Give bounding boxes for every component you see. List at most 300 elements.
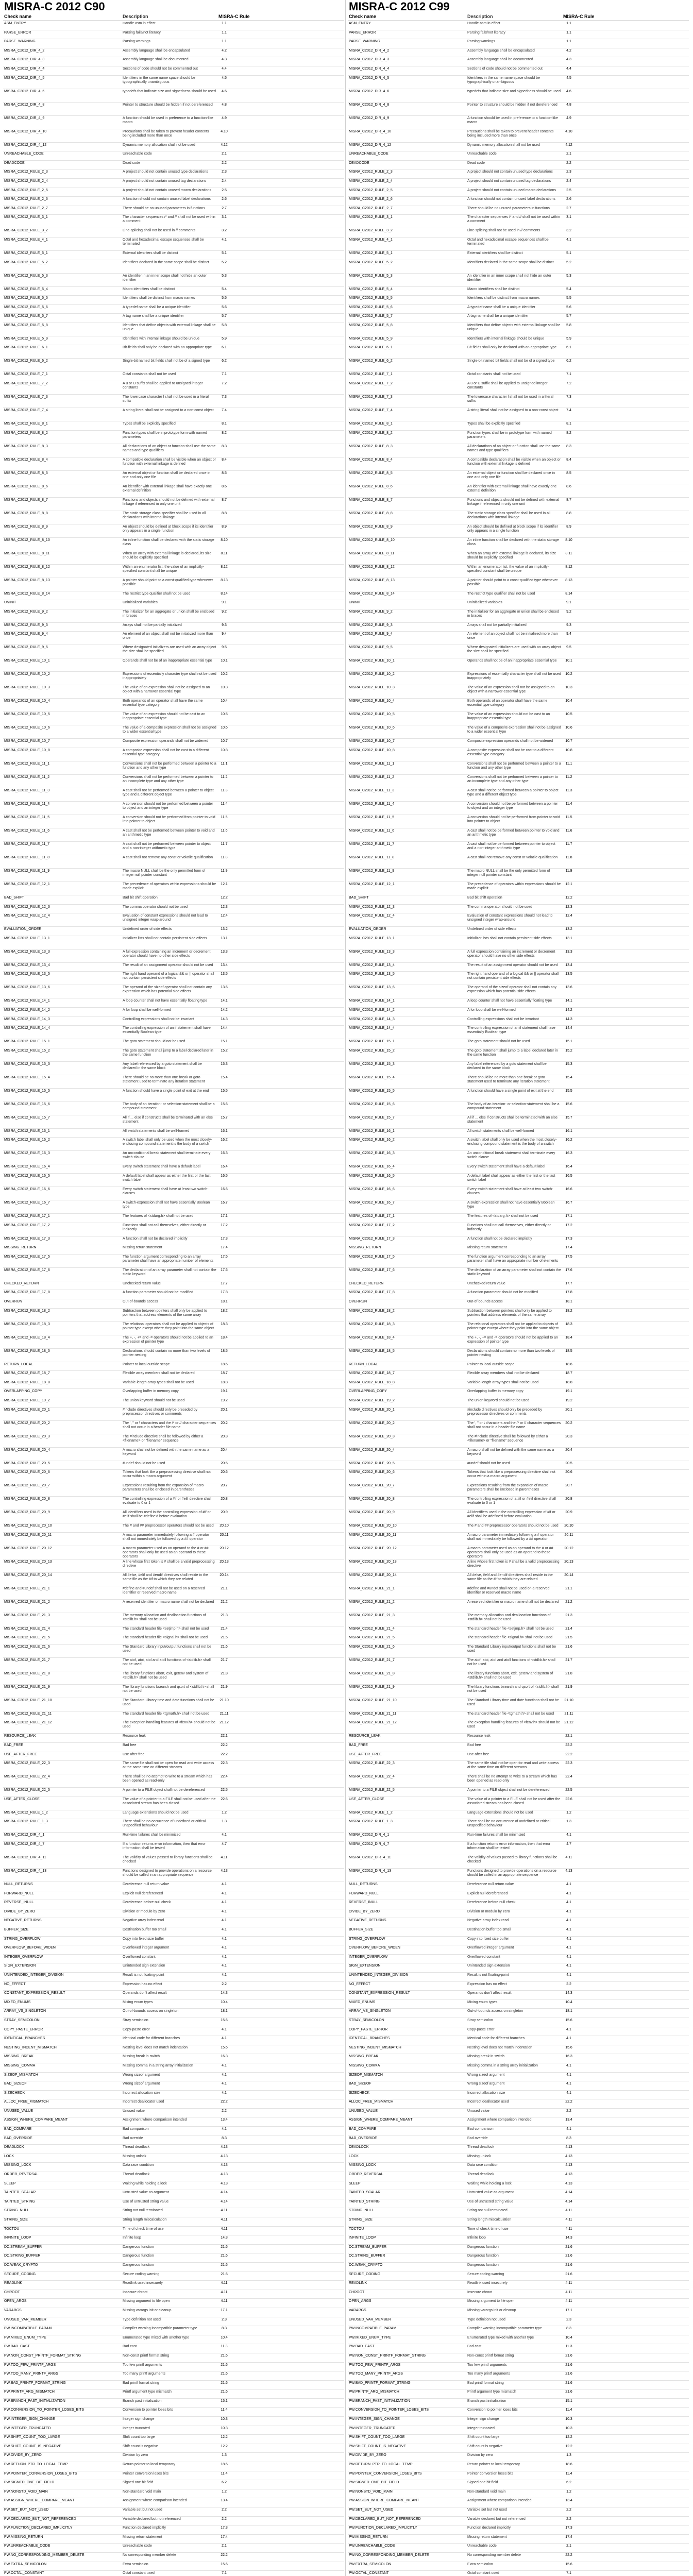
- rule-number: 14.3: [221, 1991, 228, 1995]
- description: A function parameter should not be modified: [467, 1291, 538, 1295]
- check-name: MISRA_C2012_RULE_8_12: [349, 565, 395, 569]
- check-name: MISRA_C2012_RULE_16_5: [4, 1174, 50, 1178]
- check-name: MISRA_C2012_RULE_19_2: [349, 1398, 395, 1402]
- rule-number: 21.12: [219, 1721, 229, 1725]
- description: The #include directive shall be followed by either a <filename> or "filename" sequence: [467, 1434, 548, 1443]
- rule-number: 2.7: [566, 206, 571, 210]
- status-cell: [576, 1448, 689, 1461]
- check-name: CHROOT: [4, 2290, 20, 2294]
- rule-number: 18.1: [221, 2009, 228, 2013]
- rule-number: 4.1: [566, 1833, 571, 1837]
- rule-number: 4.14: [565, 2191, 572, 2195]
- rule-number: 15.6: [565, 1102, 572, 1106]
- check-name: PW.CONVERSION_TO_POINTER_LOSES_BITS: [349, 2408, 429, 2412]
- description: #undef should not be used: [467, 1461, 510, 1465]
- description: Missing varargs init or cleanup: [123, 2308, 172, 2312]
- table-row: [3, 609, 344, 623]
- check-name: BAD_COMPARE: [4, 2127, 32, 2131]
- status-cell: [576, 927, 689, 936]
- description: The value of a composite expression shall not be assigned to a wider essential type: [123, 726, 216, 734]
- description: There shall be no attempt to write to a stream which has been opened as read-only: [123, 1775, 212, 1783]
- rule-number: 7.3: [222, 395, 227, 399]
- description: A function should have a single point of exit at the end: [123, 1089, 209, 1093]
- description: Too many printf arguments: [467, 2372, 510, 2376]
- status-cell: [231, 251, 344, 260]
- check-name: SLEEP: [4, 2181, 16, 2185]
- table-row: [348, 802, 689, 815]
- check-name: MISRA_C2012_RULE_22_3: [349, 1761, 395, 1766]
- check-name: MISRA_C2012_RULE_14_2: [349, 1008, 395, 1012]
- description: Unchecked return value: [123, 1281, 161, 1285]
- table-row: [3, 1200, 344, 1214]
- rule-number: 20.7: [221, 1484, 228, 1488]
- table-row: [3, 1955, 344, 1964]
- check-name: UNINTENDED_INTEGER_DIVISION: [4, 1973, 64, 1977]
- description: An external object or function shall be declared once in one and only one file: [123, 471, 211, 479]
- check-name: MISRA_C2012_RULE_18_4: [349, 1335, 395, 1340]
- description: Overflowed integer argument: [467, 1946, 514, 1950]
- rule-number: 4.1: [222, 1833, 227, 1837]
- description: The Standard Library time and date functions shall not be used: [123, 1698, 214, 1706]
- status-cell: [576, 1281, 689, 1290]
- table-row: [348, 76, 689, 89]
- description: Within an enumerator list, the value of an implicitly-specified constant shall be unique: [467, 565, 549, 573]
- status-cell: [231, 1546, 344, 1559]
- description: All #else, #elif and #endif directives shall reside in the same file as the #if to which they are related: [123, 1573, 208, 1581]
- status-cell: [231, 1909, 344, 1918]
- check-name: TAINTED_SCALAR: [4, 2191, 36, 2195]
- table-row: [3, 314, 344, 323]
- description: Destination buffer too small: [467, 1928, 511, 1931]
- description: Shift count is negative: [123, 2444, 158, 2448]
- rule-number: 15.1: [221, 1040, 228, 1044]
- rule-number: 21.6: [221, 2272, 228, 2276]
- rule-number: 5.4: [566, 287, 571, 291]
- description: All identifiers used in the controlling expression of #if or #elif shall be #define'd before evaluation: [467, 1511, 555, 1519]
- description: Single-bit named bit fields shall not be of a signed type: [467, 359, 555, 363]
- description: Identifiers declared in the same scope shall be distinct: [123, 260, 209, 264]
- description: Pointer to local outside scope: [123, 1362, 170, 1366]
- rule-number: 18.6: [565, 2463, 572, 2467]
- status-cell: [231, 2344, 344, 2353]
- status-cell: [576, 1613, 689, 1626]
- rule-number: 17.3: [221, 2526, 228, 2530]
- status-cell: [231, 1918, 344, 1927]
- status-cell: [231, 2371, 344, 2380]
- description: Overlapping buffer in memory copy: [123, 1389, 179, 1394]
- status-cell: [576, 1963, 689, 1972]
- check-name: MISSING_BREAK: [4, 2055, 34, 2059]
- check-name: MISRA_C2012_RULE_2_5: [4, 188, 48, 192]
- check-name: OPEN_ARGS: [349, 2299, 371, 2303]
- status-cell: [231, 927, 344, 936]
- description: A u or U suffix shall be applied to unsigned integer constants: [123, 382, 203, 390]
- description: Non-standard void main: [123, 2489, 161, 2494]
- status-cell: [576, 143, 689, 151]
- table-row: [348, 1008, 689, 1017]
- description: Untrusted value as argument: [123, 2191, 169, 2195]
- status-cell: [231, 511, 344, 524]
- status-cell: [576, 1039, 689, 1048]
- status-cell: [231, 2507, 344, 2516]
- table-row: [348, 1927, 689, 1937]
- table-row: [348, 1842, 689, 1855]
- description: Variable declared but not referenced: [467, 2517, 526, 2521]
- check-name: MISRA_C2012_DIR_4_13: [349, 1869, 392, 1873]
- description: Use after free: [123, 1752, 145, 1756]
- check-name: MISRA_C2012_RULE_8_13: [349, 578, 395, 582]
- description: The value of an expression should not be cast to an inappropriate essential type: [123, 713, 206, 721]
- table-row: [3, 2526, 344, 2535]
- description: The function argument corresponding to an array parameter shall have an appropriate number of elements: [123, 1255, 214, 1263]
- table-row: [348, 48, 689, 58]
- description: Missing unlock: [123, 2154, 146, 2158]
- table-row: [348, 228, 689, 238]
- status-cell: [231, 2227, 344, 2235]
- check-name: BUFFER_SIZE: [4, 1928, 29, 1931]
- description: Variable-length array types shall not be used: [123, 1380, 194, 1384]
- description: A full expression containing an increment or decrement operator should have no other side effects: [123, 950, 211, 958]
- rule-number: 21.6: [221, 2363, 228, 2367]
- status-cell: [231, 287, 344, 296]
- status-cell: [231, 2172, 344, 2181]
- table-row: [348, 1788, 689, 1797]
- check-name: PW.DIVIDE_BY_ZERO: [349, 2453, 386, 2458]
- description: Function types shall be in prototype form with named parameters: [123, 431, 207, 439]
- rule-number: 11.9: [565, 869, 572, 873]
- table-row: [3, 372, 344, 381]
- rule-number: 2.3: [222, 2317, 227, 2321]
- status-cell: [231, 1645, 344, 1657]
- rule-number: 15.6: [565, 2045, 572, 2049]
- description: Missing argument to file open: [467, 2299, 515, 2303]
- table-row: [348, 712, 689, 725]
- rule-number: 7.1: [222, 372, 227, 377]
- description: Wrong sizeof argument: [467, 2073, 505, 2077]
- description: Operands shall not be of an inappropriate essential type: [123, 659, 212, 663]
- table-row: [3, 2263, 344, 2272]
- description: Missing comma in a string array initialization: [467, 2063, 538, 2067]
- table-row: [3, 2172, 344, 2181]
- description: There should be no more than one break or goto statement used to terminate any iteration statement: [123, 1075, 205, 1083]
- rule-number: 4.1: [566, 2127, 571, 2131]
- rule-number: 4.1: [222, 1883, 227, 1887]
- check-name: PW.SHIFT_COUNT_IS_NEGATIVE: [4, 2444, 62, 2448]
- check-name: PW.MIXED_ENUM_TYPE: [349, 2335, 391, 2340]
- check-name: MISRA_C2012_RULE_4_1: [349, 238, 393, 242]
- check-name: PW.SHIFT_COUNT_IS_NEGATIVE: [349, 2444, 407, 2448]
- description: Evaluation of constant expressions should not lead to unsigned integer wrap-around: [467, 914, 553, 922]
- rule-number: 6.1: [222, 346, 227, 350]
- rule-number: 20.4: [565, 1448, 572, 1452]
- check-name: LOCK: [4, 2154, 14, 2158]
- description: A pointer to a FILE object shall not be dereferenced: [467, 1788, 550, 1792]
- description: An identifier in an inner scope shall not hide an outer identifier: [123, 274, 207, 282]
- check-name: PW.SIGNED_ONE_BIT_FIELD: [4, 2481, 55, 2485]
- rule-number: 20.7: [565, 1484, 572, 1488]
- table-row: [348, 538, 689, 551]
- check-name: MISSING_LOCK: [4, 2163, 31, 2167]
- description: Flexible array members shall not be declared: [123, 1371, 195, 1376]
- check-name: DC.STREAM_BUFFER: [349, 2245, 387, 2249]
- check-name: MISRA_C2012_DIR_4_8: [349, 103, 390, 107]
- status-cell: [576, 359, 689, 371]
- description: Too many printf arguments: [123, 2372, 165, 2376]
- description: Identifiers in the same name space should be typographically unambiguous: [123, 76, 195, 84]
- status-cell: [576, 802, 689, 815]
- rule-number: 5.3: [566, 274, 571, 278]
- status-cell: [231, 457, 344, 470]
- table-row: [3, 1788, 344, 1797]
- table-row: [348, 2371, 689, 2381]
- table-row: [3, 2408, 344, 2417]
- status-cell: [231, 1743, 344, 1752]
- description: Dangerous function: [467, 2254, 499, 2258]
- rule-number: 11.4: [565, 802, 572, 806]
- table-row: [348, 1281, 689, 1291]
- check-name: MISRA_C2012_RULE_17_2: [349, 1223, 395, 1227]
- check-name: MISRA_C2012_RULE_2_7: [4, 206, 48, 210]
- check-name: PW.OCTAL_CONSTANT: [4, 2571, 44, 2575]
- table-row: [3, 1335, 344, 1349]
- header-description: Description: [123, 14, 148, 19]
- rule-number: 4.5: [222, 76, 227, 80]
- rule-number: 21.4: [221, 1626, 228, 1631]
- status-cell: [231, 1349, 344, 1362]
- check-name: PW.EXTRA_SEMICOLON: [4, 2562, 47, 2566]
- table-row: [348, 1048, 689, 1062]
- description: All if ... else if constructs shall be terminated with an else statement: [467, 1115, 558, 1124]
- rule-number: 21.9: [221, 1685, 228, 1689]
- status-cell: [576, 2535, 689, 2544]
- status-cell: [231, 116, 344, 129]
- status-cell: [576, 1335, 689, 1348]
- status-cell: [576, 1842, 689, 1855]
- table-row: [3, 2553, 344, 2562]
- status-cell: [231, 2245, 344, 2253]
- status-cell: [576, 1483, 689, 1496]
- check-name: MISRA_C2012_DIR_4_6: [4, 89, 45, 93]
- status-cell: [576, 963, 689, 972]
- status-cell: [576, 2190, 689, 2199]
- description: Functions shall not call themselves, either directly or indirectly: [123, 1223, 206, 1231]
- rule-number: 11.3: [221, 789, 228, 793]
- check-name: MISRA_C2012_RULE_11_9: [4, 869, 50, 873]
- status-cell: [231, 1734, 344, 1742]
- check-name: MISRA_C2012_DIR_4_2: [4, 48, 45, 53]
- table-row: [3, 103, 344, 116]
- description: Octal and hexadecimal escape sequences shall be terminated: [123, 238, 204, 246]
- table-row: [3, 1039, 344, 1048]
- table-row: [348, 129, 689, 143]
- check-name: MISRA_C2012_RULE_8_2: [349, 431, 393, 435]
- rule-number: 4.13: [221, 2173, 228, 2177]
- status-cell: [576, 511, 689, 524]
- rule-number: 4.11: [565, 2218, 572, 2222]
- rule-number: 22.6: [221, 1797, 228, 1801]
- check-name: MISRA_C2012_RULE_5_5: [4, 296, 48, 300]
- description: The # and ## preprocessor operators should not be used: [467, 1524, 559, 1528]
- rule-number: 4.11: [221, 2227, 228, 2231]
- rule-number: 4.11: [221, 2299, 228, 2303]
- table-row: [3, 842, 344, 855]
- rule-number: 5.1: [566, 251, 571, 255]
- status-cell: [576, 1586, 689, 1599]
- check-name: MISRA_C2012_RULE_13_6: [4, 986, 50, 990]
- status-cell: [231, 1855, 344, 1868]
- status-cell: [231, 2272, 344, 2281]
- table-row: [348, 699, 689, 712]
- table-row: [348, 1774, 689, 1788]
- description: Every switch statement shall have at least two switch-clauses: [123, 1187, 209, 1195]
- description: Nesting level does not match indentation: [467, 2045, 533, 2049]
- rule-number: 4.1: [222, 2082, 227, 2086]
- rule-number: 4.7: [566, 1842, 571, 1846]
- check-name: MISRA_C2012_RULE_5_9: [349, 336, 393, 341]
- table-row: [348, 1214, 689, 1223]
- check-name: CONSTANT_EXPRESSION_RESULT: [4, 1991, 65, 1995]
- status-cell: [231, 1797, 344, 1810]
- check-name: DC.WEAK_CRYPTO: [4, 2263, 38, 2267]
- table-row: [3, 1869, 344, 1882]
- status-cell: [231, 2063, 344, 2072]
- rule-number: 16.3: [221, 2055, 228, 2059]
- description: Language extensions should not be used: [467, 1810, 533, 1815]
- status-cell: [231, 963, 344, 972]
- table-row: [3, 950, 344, 963]
- table-row: [348, 1129, 689, 1138]
- status-cell: [576, 1752, 689, 1761]
- status-cell: [576, 725, 689, 738]
- rule-number: 22.5: [221, 1788, 228, 1792]
- table-row: [3, 2399, 344, 2408]
- rule-number: 13.5: [221, 972, 228, 976]
- table-row: [348, 1797, 689, 1810]
- status-cell: [576, 251, 689, 260]
- check-name: MISRA_C2012_RULE_20_4: [349, 1448, 395, 1452]
- description: A line whose first token is # shall be a valid preprocessing directive: [467, 1560, 560, 1568]
- check-name: PW.ASSIGN_WHERE_COMPARE_MEANT: [4, 2499, 75, 2503]
- rule-number: 8.7: [566, 498, 571, 502]
- rule-number: 10.1: [565, 659, 572, 663]
- table-row: [3, 2353, 344, 2363]
- rule-number: 4.11: [565, 2290, 572, 2294]
- status-cell: [231, 408, 344, 421]
- table-row: [3, 116, 344, 129]
- table-row: [348, 2408, 689, 2417]
- table-row: [348, 2073, 689, 2082]
- check-name: MISRA_C2012_RULE_9_2: [349, 609, 393, 614]
- table-row: [3, 1371, 344, 1380]
- check-name: INTEGER_OVERFLOW: [349, 1955, 388, 1959]
- description: The controlling expression of a #if or #elif directive shall evaluate to 0 or 1: [123, 1497, 211, 1505]
- status-cell: [576, 1236, 689, 1245]
- table-row: [3, 2227, 344, 2236]
- status-cell: [231, 1290, 344, 1299]
- rule-number: 7.4: [222, 409, 227, 413]
- table-row: [3, 2091, 344, 2100]
- rule-number: 6.2: [566, 2481, 571, 2485]
- check-name: MISRA_C2012_RULE_20_11: [349, 1533, 397, 1537]
- rule-number: 6.1: [566, 346, 571, 350]
- check-name: MISRA_C2012_RULE_15_4: [4, 1075, 50, 1079]
- table-row: [3, 1349, 344, 1362]
- check-name: ASSIGN_WHERE_COMPARE_MEANT: [4, 2118, 68, 2122]
- status-cell: [576, 1223, 689, 1236]
- check-name: MISRA_C2012_RULE_8_1: [4, 422, 48, 426]
- rule-number: 13.2: [221, 927, 228, 931]
- description: Undefined order of side effects: [123, 927, 172, 931]
- check-name: MISRA_C2012_RULE_21_8: [4, 1671, 50, 1675]
- status-cell: [231, 238, 344, 250]
- table-row: [3, 2253, 344, 2263]
- status-cell: [576, 2389, 689, 2398]
- table-row: [348, 1497, 689, 1510]
- description: Within an enumerator list, the value of an implicitly-specified constant shall be unique: [123, 565, 204, 573]
- check-name: MISRA_C2012_RULE_18_7: [349, 1371, 395, 1376]
- table-row: [348, 1102, 689, 1115]
- check-name: MISRA_C2012_RULE_9_3: [4, 623, 48, 627]
- description: There shall be no attempt to write to a stream which has been opened as read-only: [467, 1775, 557, 1783]
- status-cell: [231, 2498, 344, 2507]
- rule-number: 15.7: [221, 1115, 228, 1120]
- rule-number: 4.14: [221, 2199, 228, 2204]
- check-name: UNUSED_VALUE: [349, 2109, 378, 2113]
- status-cell: [576, 1743, 689, 1752]
- check-name: MISRA_C2012_RULE_15_6: [4, 1102, 50, 1106]
- status-cell: [576, 1510, 689, 1523]
- check-name: MISRA_C2012_RULE_14_3: [4, 1017, 50, 1021]
- rule-number: 4.14: [565, 2199, 572, 2204]
- table-row: [3, 1533, 344, 1546]
- check-name: MISRA_C2012_RULE_12_4: [4, 914, 50, 918]
- status-cell: [231, 685, 344, 698]
- description: Bad override: [123, 2136, 143, 2140]
- status-cell: [576, 103, 689, 115]
- check-name: PW.BAD_CAST: [4, 2345, 30, 2349]
- rule-number: 21.6: [565, 2390, 572, 2394]
- check-name: PW.BAD_PRINTF_FORMAT_STRING: [4, 2381, 66, 2385]
- status-cell: [576, 524, 689, 537]
- table-row: [348, 913, 689, 927]
- status-cell: [576, 1891, 689, 1900]
- status-cell: [231, 699, 344, 711]
- table-row: [3, 197, 344, 206]
- rule-number: 5.7: [222, 314, 227, 318]
- status-cell: [231, 1483, 344, 1496]
- status-cell: [231, 645, 344, 658]
- table-row: [348, 1322, 689, 1335]
- status-cell: [576, 2399, 689, 2408]
- rule-number: 12.3: [221, 905, 228, 909]
- status-cell: [576, 2199, 689, 2208]
- check-name: MISRA_C2012_RULE_16_3: [349, 1151, 395, 1156]
- description: A default label shall appear as either the first or the last switch label: [467, 1174, 555, 1182]
- rule-number: 4.8: [222, 103, 227, 107]
- rule-number: 15.3: [565, 1062, 572, 1066]
- description: Bit-fields shall only be declared with an appropriate type: [467, 346, 557, 350]
- check-name: MISRA_C2012_RULE_7_4: [349, 409, 393, 413]
- description: Shift count too large: [467, 2435, 500, 2439]
- status-cell: [231, 761, 344, 774]
- rule-number: 21.10: [219, 1698, 229, 1702]
- status-cell: [576, 2154, 689, 2163]
- check-name: OVERLAPPING_COPY: [349, 1389, 387, 1394]
- check-name: MISRA_C2012_RULE_13_3: [4, 950, 50, 954]
- check-name: SIGN_EXTENSION: [4, 1964, 36, 1968]
- table-row: [3, 1448, 344, 1461]
- rule-number: 16.7: [565, 1200, 572, 1205]
